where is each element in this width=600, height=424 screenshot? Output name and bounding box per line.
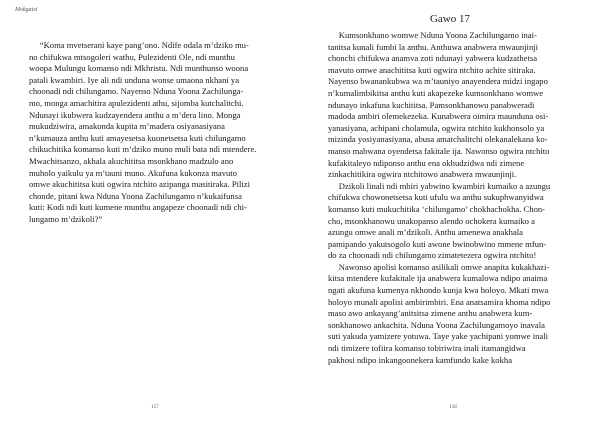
page-number-left: 157 [151, 405, 159, 410]
right-page [300, 0, 600, 424]
left-page-text: “Koma mvetserani kaye pang’ono. Ndife odala m’dziko mu- no chifukwa mtsogoleri wathu, Pulezidenti Ole, ndi munthu woopa Mulungu komanso ndi Mkhristu. Ndi munthunso woona patali kwambiri. Iye ali ndi unduna wonse umaona nkhani ya choonadi ndi chilungamo. Nayenso Nduna Yoona Zachilunga- mo, monga amachitira apulezidenti athu, sijomba kutchalitchi. Ndunayi ikubwera kudzayendera anthu a m’dera lino. Monga mukudziwira, amakonda kupita m’madera osiyanasiyana n’kumauza anthu kuti amayesetsa kuonetsetsa kuti chilungamo chikuchitika komanso kuti m’dziko muno muli bata ndi mtendere. Mwachitsanzo, akhala akuchititsa msonkhano madzulo ano muholo yaikulu ya m’tauni muno. Akufuna kukonza mavuto omwe akuchititsa kuti ogwira ntchito azipanga masitiraka. Pilizi chonde, pitani kwa Nduna Yoona Zachilungamo n’kukaifunsa kuti: Kodi ndi kuti kumene munthu angapeze choonadi ndi chi- lungamo m’dzikoli?” [29, 40, 257, 224]
running-head: Mokgatsi [15, 7, 38, 13]
page-number-right: 158 [449, 405, 457, 410]
right-page-text: Kumsonkhano womwe Nduna Yoona Zachilungamo inai- tanitsa kunali fumbi la anthu. Anthuwa anabwera mwaunjinji chonchi chifukwa anamva zoti ndunayi yabwera kudzathetsa mavuto omwe anachititsa kuti ogwira ntchito achite sitiraka. Nayenso bwanankubwa wa m’tauniyo anayendera midzi ingapo n’kumalimbikitsa anthu kuti akapezeke kumsonkhano womwe ndunayo inkafuna kuchititsa. Pamsonkhanowu panabweradi madoda ambiri olemekezeka. Kunabwera oimira maunduna osi- yanasiyana, achipani cholamula, ogwira ntchito kukhonsolo ya mizinda yosiyanasiyana, abusa amatchalitchi olekanalekana ko- manso mabwana oyendetsa fakitale ija. Nawonso ogwira ntchito kufakitaleyo ndiponso anthu ena okhudzidwa ndi zimene zinkachitikira ogwira ntchitowo anabwera mwaunjinji. Dzikoli linali ndi mbiri yabwino kwambiri kumaiko a azungu chifukwa chowonetsetsa kuti ufulu wa anthu sukuphwanyidwa komanso kuti mukuchitika ‘chilungamo’ chokhachokha. Chon- cho, msonkhanowu unakopanso alendo ochokera kumaiko a azungu omwe anali m’dzikoli. Anthu amenewa anakhala pamipando yakutsogolo kuti awone bwinobwino mmene mfun- do za choonadi ndi chilungamo zimatetezera ogwira ntchito! Nawonso apolisi komanso asilikali omwe anapita kukakhazi- kitsa mtendere kufakitale ija anabwera kumalowa ndipo anaima ngati akufuna kumenya nkhondo kunja kwa holoyo. Mkati mwa holoyo munali apolisi ambirimbiri. Ena anatsamira khoma ndipo maso awo ankayang’anitsitsa zimene anthu anabwera kum- sonkhanowo ankachita. Nduna Yoona Zachilungamoyo inavala suti yakuda yamizere yotuwa. Taye yake yachipani yomwe inali ndi timizere tofiira komanso tobiriwira inali itamangidwa pakhosi ndipo inkangoonekera kamfundo kake kokha [328, 30, 551, 365]
chapter-title: Gawo 17 [429, 13, 471, 25]
